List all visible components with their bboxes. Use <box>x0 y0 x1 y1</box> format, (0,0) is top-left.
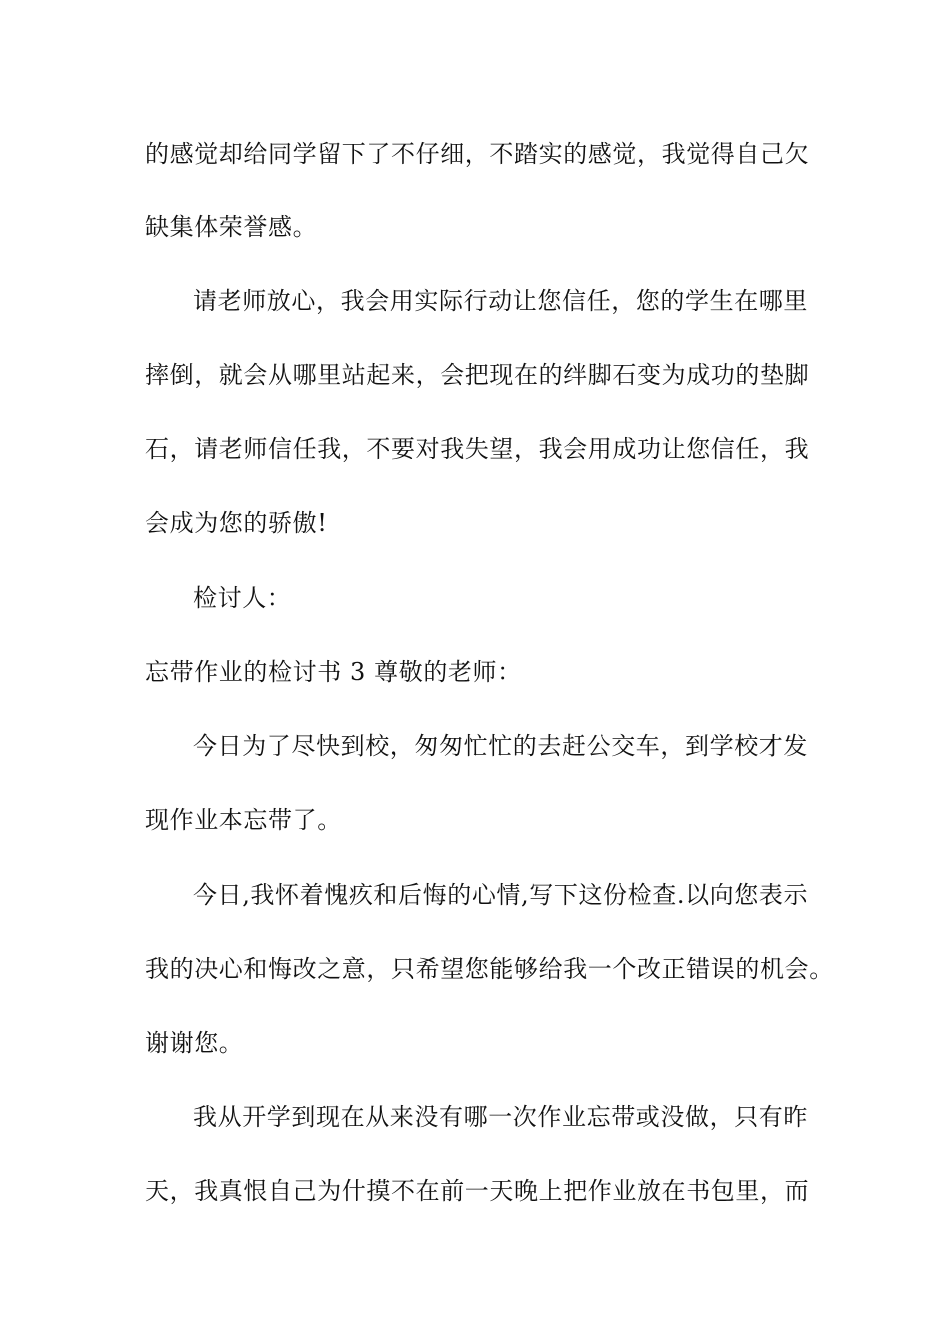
paragraph-start-line: 我从开学到现在从来没有哪一次作业忘带或没做，只有昨 <box>193 1103 808 1131</box>
text-line: 我的决心和悔改之意，只希望您能够给我一个改正错误的机会。 <box>145 955 834 983</box>
text-line: 谢谢您。 <box>145 1029 244 1057</box>
text-line: 的感觉却给同学留下了不仔细，不踏实的感觉，我觉得自己欠 <box>145 140 810 168</box>
paragraph-start-line: 今日,我怀着愧疚和后悔的心情,写下这份检查.以向您表示 <box>193 881 809 909</box>
text-line: 石，请老师信任我，不要对我失望，我会用成功让您信任，我 <box>145 435 810 463</box>
text-line: 会成为您的骄傲! <box>145 509 328 537</box>
signature-label: 检讨人： <box>193 584 292 612</box>
text-line: 摔倒，就会从哪里站起来，会把现在的绊脚石变为成功的垫脚 <box>145 361 810 389</box>
section-heading: 忘带作业的检讨书 3 尊敬的老师： <box>145 658 522 686</box>
text-line: 天，我真恨自己为什摸不在前一天晚上把作业放在书包里，而 <box>145 1177 810 1205</box>
text-line: 现作业本忘带了。 <box>145 806 342 834</box>
paragraph-start-line: 请老师放心，我会用实际行动让您信任，您的学生在哪里 <box>193 287 808 315</box>
paragraph-start-line: 今日为了尽快到校，匆匆忙忙的去赶公交车，到学校才发 <box>193 732 808 760</box>
text-line: 缺集体荣誉感。 <box>145 213 318 241</box>
